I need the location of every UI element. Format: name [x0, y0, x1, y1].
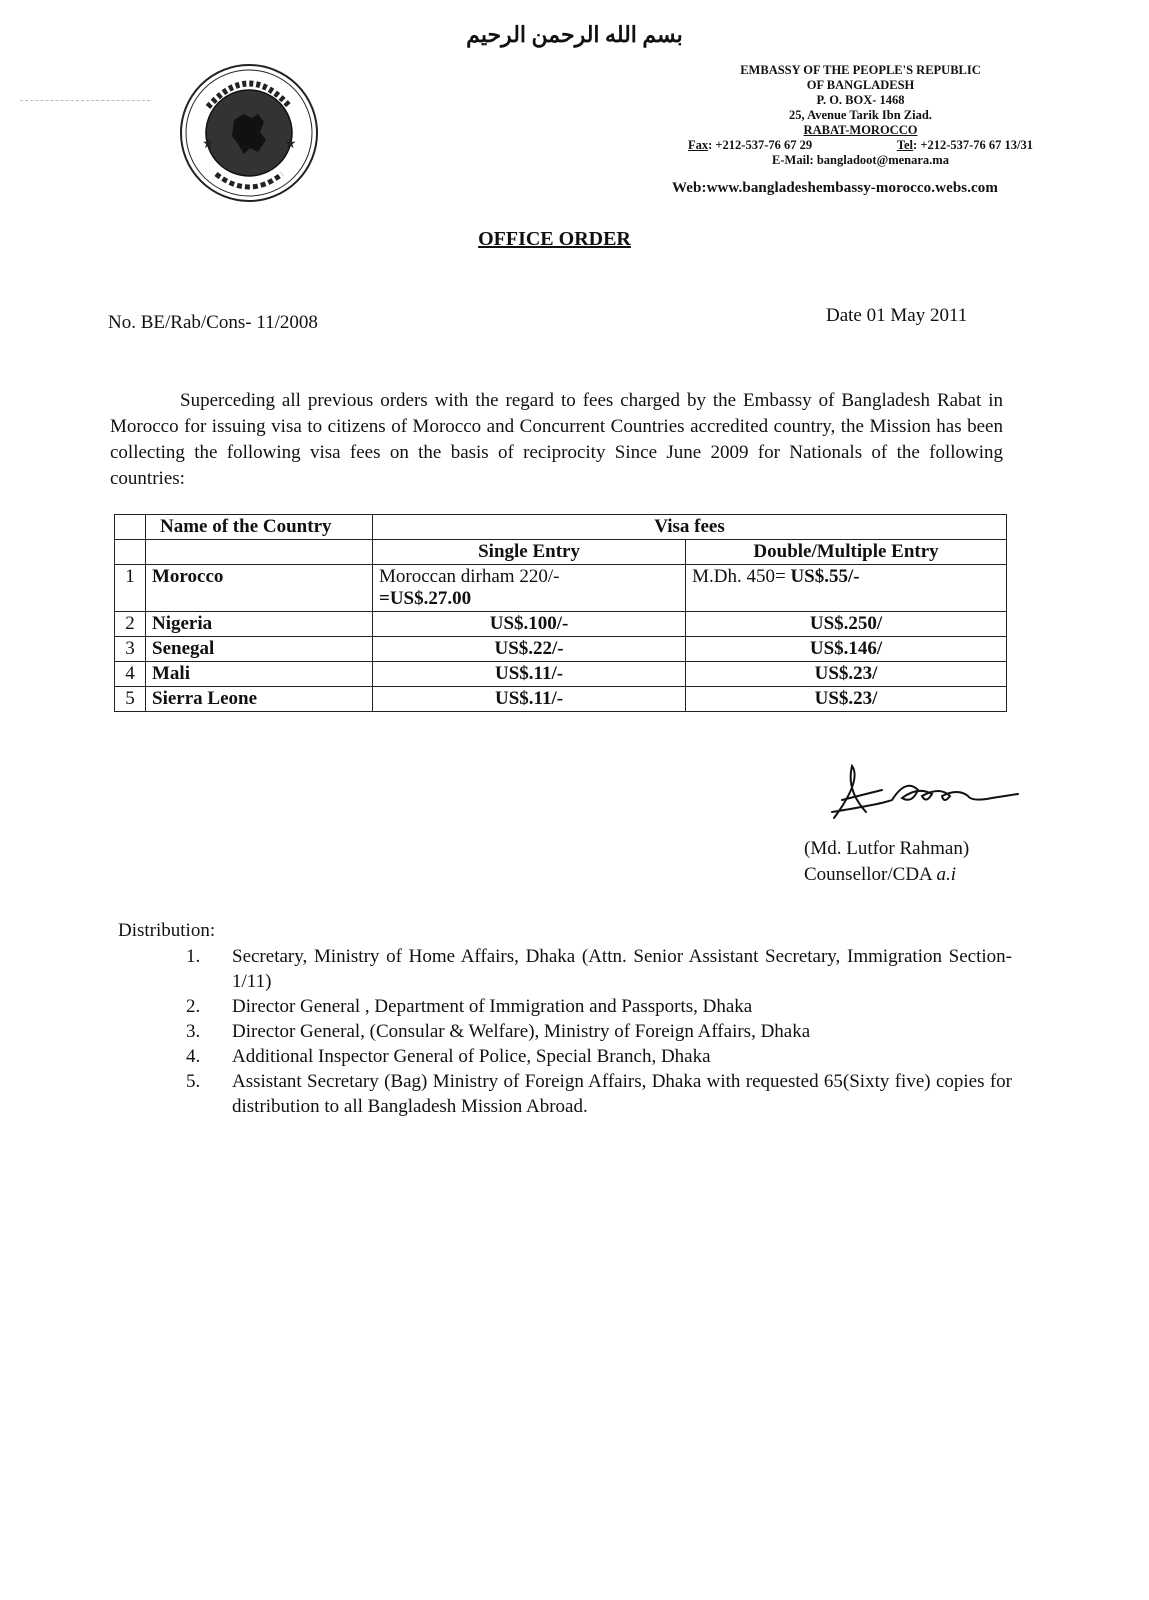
row-single-fee: US$.100/- — [373, 612, 686, 637]
row-single-fee: US$.11/- — [373, 662, 686, 687]
embassy-name-line1: EMBASSY OF THE PEOPLE'S REPUBLIC — [740, 63, 981, 77]
row-single-fee — [373, 565, 686, 612]
list-item-number: 5. — [186, 1071, 201, 1092]
distribution-list — [186, 944, 1012, 1119]
list-item-number: 1. — [186, 946, 201, 967]
list-item — [186, 1044, 1012, 1069]
signature-icon — [822, 760, 1022, 830]
signatory-title-text: Counsellor/CDA — [804, 864, 937, 885]
row-number: 1 — [115, 565, 146, 612]
row-country: Nigeria — [146, 612, 373, 637]
row-multiple-fee: US$.250/ — [686, 612, 1007, 637]
fax-value: : +212-537-76 67 29 — [708, 138, 813, 152]
row-multiple-fee: US$.23/ — [686, 662, 1007, 687]
fax-label: Fax — [688, 138, 709, 152]
table-row — [115, 565, 1007, 612]
row-multiple-fee: US$.23/ — [686, 687, 1007, 712]
table-subheader-row — [115, 540, 1007, 565]
signatory-title-suffix: a.i — [936, 864, 957, 885]
scan-mark — [20, 100, 150, 101]
city: RABAT-MOROCCO — [803, 123, 918, 137]
signatory-name: (Md. Lutfor Rahman) — [804, 838, 970, 859]
row-country: Senegal — [146, 637, 373, 662]
row-single-fee: US$.11/- — [373, 687, 686, 712]
website: Web:www.bangladeshembassy-morocco.webs.com — [672, 180, 999, 196]
list-item-number: 2. — [186, 996, 201, 1017]
table-header-row — [115, 515, 1007, 540]
list-item-number: 3. — [186, 1021, 201, 1042]
multiple-fee-usd: US$.55/- — [790, 566, 860, 587]
row-country: Sierra Leone — [146, 687, 373, 712]
government-seal-icon — [178, 62, 320, 204]
table-row — [115, 637, 1007, 662]
row-number: 3 — [115, 637, 146, 662]
row-number: 2 — [115, 612, 146, 637]
po-box: P. O. BOX- 1468 — [816, 93, 905, 107]
signatory-title — [804, 862, 969, 888]
bismillah-heading: بسم الله الرحمن الرحيم — [466, 22, 683, 47]
list-item-text: Secretary, Ministry of Home Affairs, Dhaka (Attn. Senior Assistant Secretary, Immigration Section-1/11) — [232, 946, 1012, 992]
header-number-cell — [115, 515, 146, 540]
distribution-heading: Distribution: — [118, 920, 216, 941]
svg-text:★: ★ — [284, 136, 297, 152]
row-country: Morocco — [146, 565, 373, 612]
list-item — [186, 1069, 1012, 1119]
tel-label: Tel — [896, 138, 914, 152]
list-item-number: 4. — [186, 1046, 201, 1067]
page-title: OFFICE ORDER — [478, 228, 631, 250]
subheader-empty-country — [146, 540, 373, 565]
row-number: 4 — [115, 662, 146, 687]
single-fee-local: Moroccan dirham 220/- — [379, 566, 560, 587]
table-row — [115, 612, 1007, 637]
list-item — [186, 1019, 1012, 1044]
street-address: 25, Avenue Tarik Ibn Ziad. — [789, 108, 932, 122]
signatory-block — [804, 836, 969, 888]
visa-fees-table — [114, 514, 1007, 712]
header-single-entry: Single Entry — [373, 540, 686, 565]
order-date: Date 01 May 2011 — [826, 305, 968, 326]
list-item — [186, 994, 1012, 1019]
header-multiple-entry: Double/Multiple Entry — [686, 540, 1007, 565]
list-item — [186, 944, 1012, 994]
tel — [897, 138, 1033, 153]
header-country: Name of the Country — [146, 515, 373, 540]
embassy-letterhead — [688, 63, 1033, 168]
embassy-name-line2: OF BANGLADESH — [806, 78, 915, 92]
svg-text:★: ★ — [202, 136, 215, 152]
multiple-fee-local: M.Dh. 450= — [692, 566, 791, 587]
list-item-text: Additional Inspector General of Police, Special Branch, Dhaka — [232, 1046, 711, 1067]
table-row — [115, 687, 1007, 712]
single-fee-usd: =US$.27.00 — [379, 588, 472, 609]
row-multiple-fee: US$.146/ — [686, 637, 1007, 662]
list-item-text: Assistant Secretary (Bag) Ministry of Foreign Affairs, Dhaka with requested 65(Sixty five) copies for distribution to all Bangladesh Mission Abroad. — [232, 1071, 1012, 1117]
table-row — [115, 662, 1007, 687]
body-paragraph: Superceding all previous orders with the regard to fees charged by the Embassy of Bangladesh Rabat in Morocco for issuing visa to citizens of Morocco and Concurrent Countries accredited country, the Mission has been collecting the following visa fees on the basis of reciprocity Since June 2009 for Nationals of the following countries: — [110, 390, 1003, 489]
subheader-empty-number — [115, 540, 146, 565]
list-item-text: Director General , Department of Immigration and Passports, Dhaka — [232, 996, 753, 1017]
email: E-Mail: bangladoot@menara.ma — [772, 153, 949, 167]
row-number: 5 — [115, 687, 146, 712]
row-single-fee: US$.22/- — [373, 637, 686, 662]
header-visa-fees: Visa fees — [373, 515, 1007, 540]
reference-number: No. BE/Rab/Cons- 11/2008 — [108, 312, 318, 333]
contact-numbers — [688, 138, 1033, 153]
tel-value: : +212-537-76 67 13/31 — [913, 138, 1033, 152]
row-multiple-fee — [686, 565, 1007, 612]
list-item-text: Director General, (Consular & Welfare), Ministry of Foreign Affairs, Dhaka — [232, 1021, 811, 1042]
fax — [688, 138, 812, 153]
row-country: Mali — [146, 662, 373, 687]
